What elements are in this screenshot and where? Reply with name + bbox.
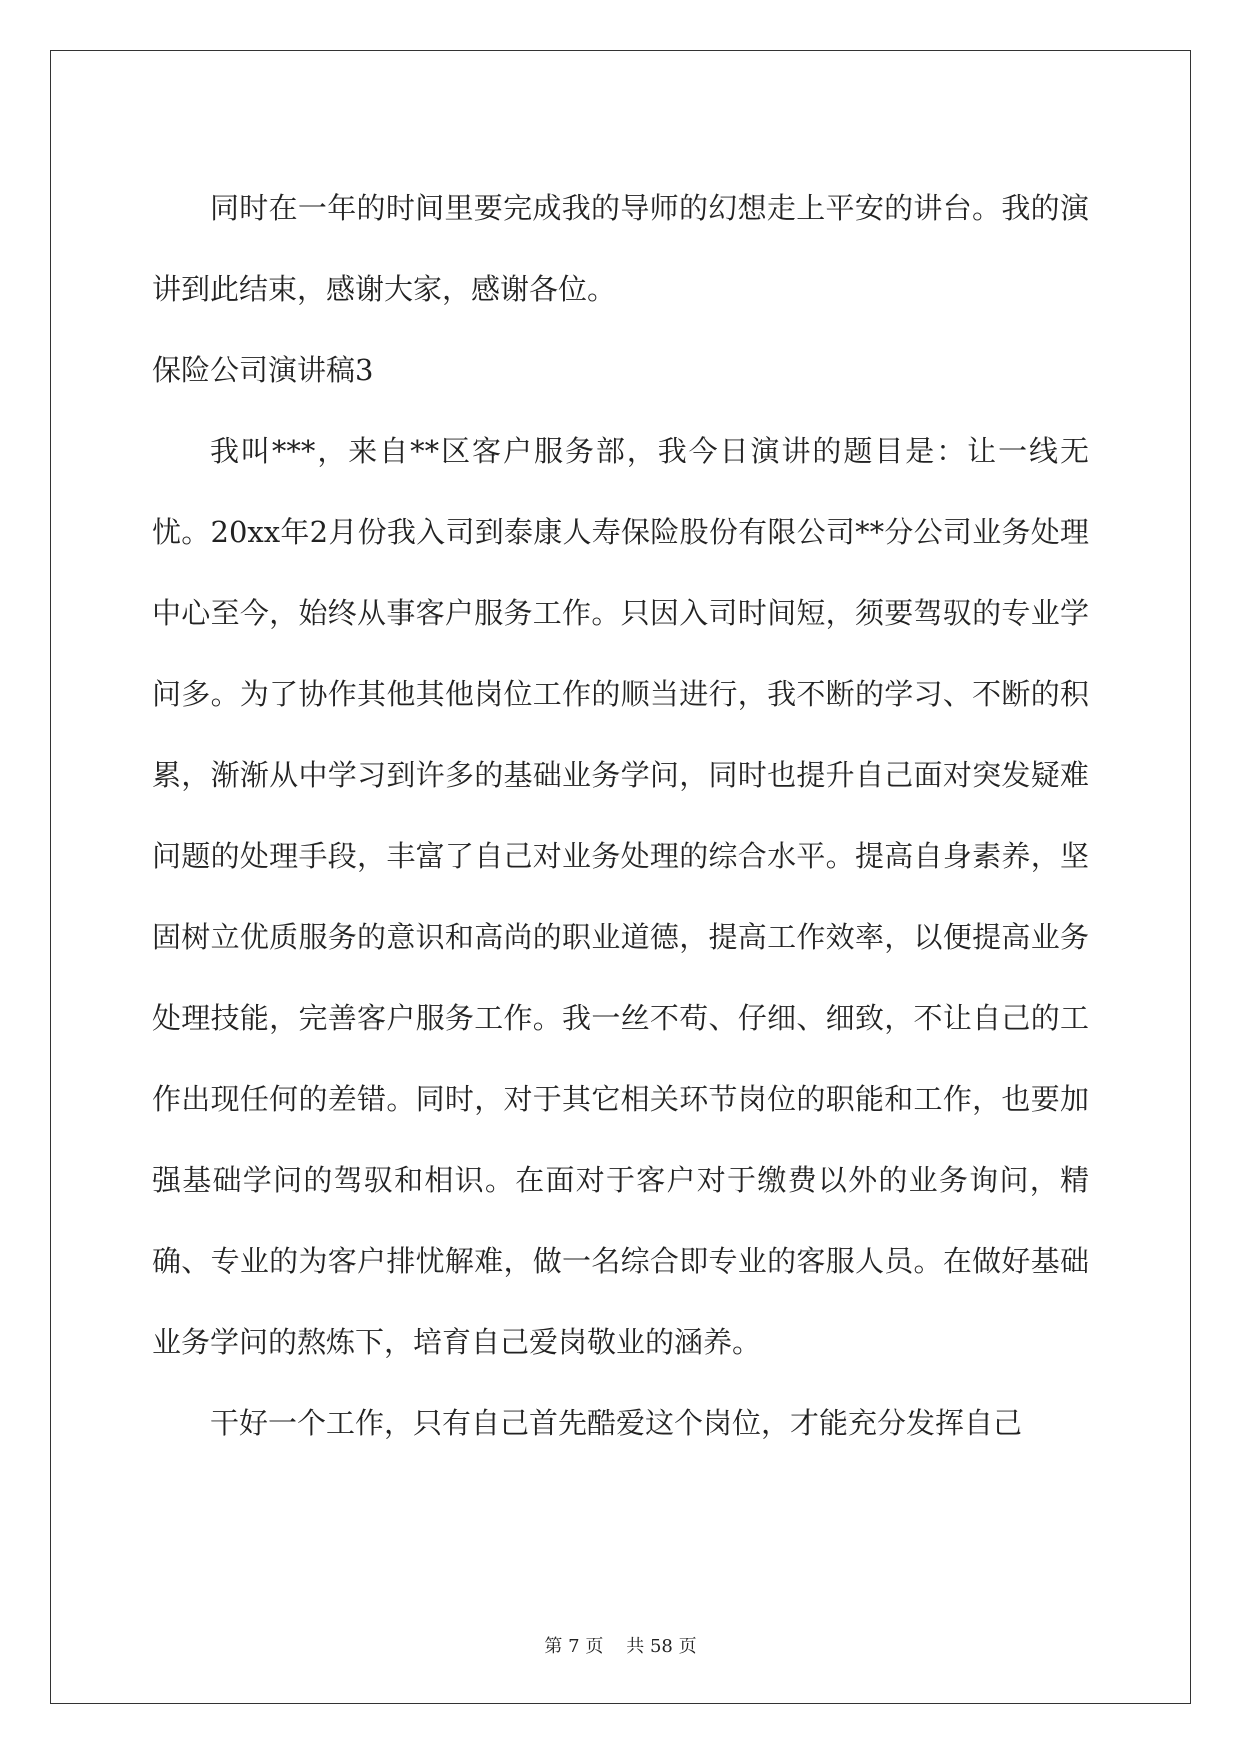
paragraph-closing-remarks: 同时在一年的时间里要完成我的导师的幻想走上平安的讲台。我的演讲到此结束，感谢大家，感谢各位。: [152, 191, 1089, 306]
document-body: [152, 168, 1089, 1464]
page-total: 共 58 页: [626, 1636, 697, 1657]
page-number: 第 7 页: [544, 1636, 604, 1657]
section-heading: 保险公司演讲稿3: [152, 353, 374, 387]
paragraph-continuation: 干好一个工作，只有自己首先酷爱这个岗位，才能充分发挥自己: [210, 1406, 1023, 1440]
page-footer: [0, 1632, 1241, 1658]
paragraph-speech-body: 我叫***，来自**区客户服务部，我今日演讲的题目是：让一线无忧。20xx年2月份我入司到泰康人寿保险股份有限公司**分公司业务处理中心至今，始终从事客户服务工作。只因入司时间短，须要驾驭的专业学问多。为了协作其他其他岗位工作的顺当进行，我不断的学习、不断的积累，渐渐从中学习到许多的基础业务学问，同时也提升自己面对突发疑难问题的处理手段，丰富了自己对业务处理的综合水平。提高自身素养，坚固树立优质服务的意识和高尚的职业道德，提高工作效率，以便提高业务处理技能，完善客户服务工作。我一丝不苟、仔细、细致，不让自己的工作出现任何的差错。同时，对于其它相关环节岗位的职能和工作，也要加强基础学问的驾驭和相识。在面对于客户对于缴费以外的业务询问，精确、专业的为客户排忧解难，做一名综合即专业的客服人员。在做好基础业务学问的熬炼下，培育自己爱岗敬业的涵养。: [152, 434, 1089, 1359]
